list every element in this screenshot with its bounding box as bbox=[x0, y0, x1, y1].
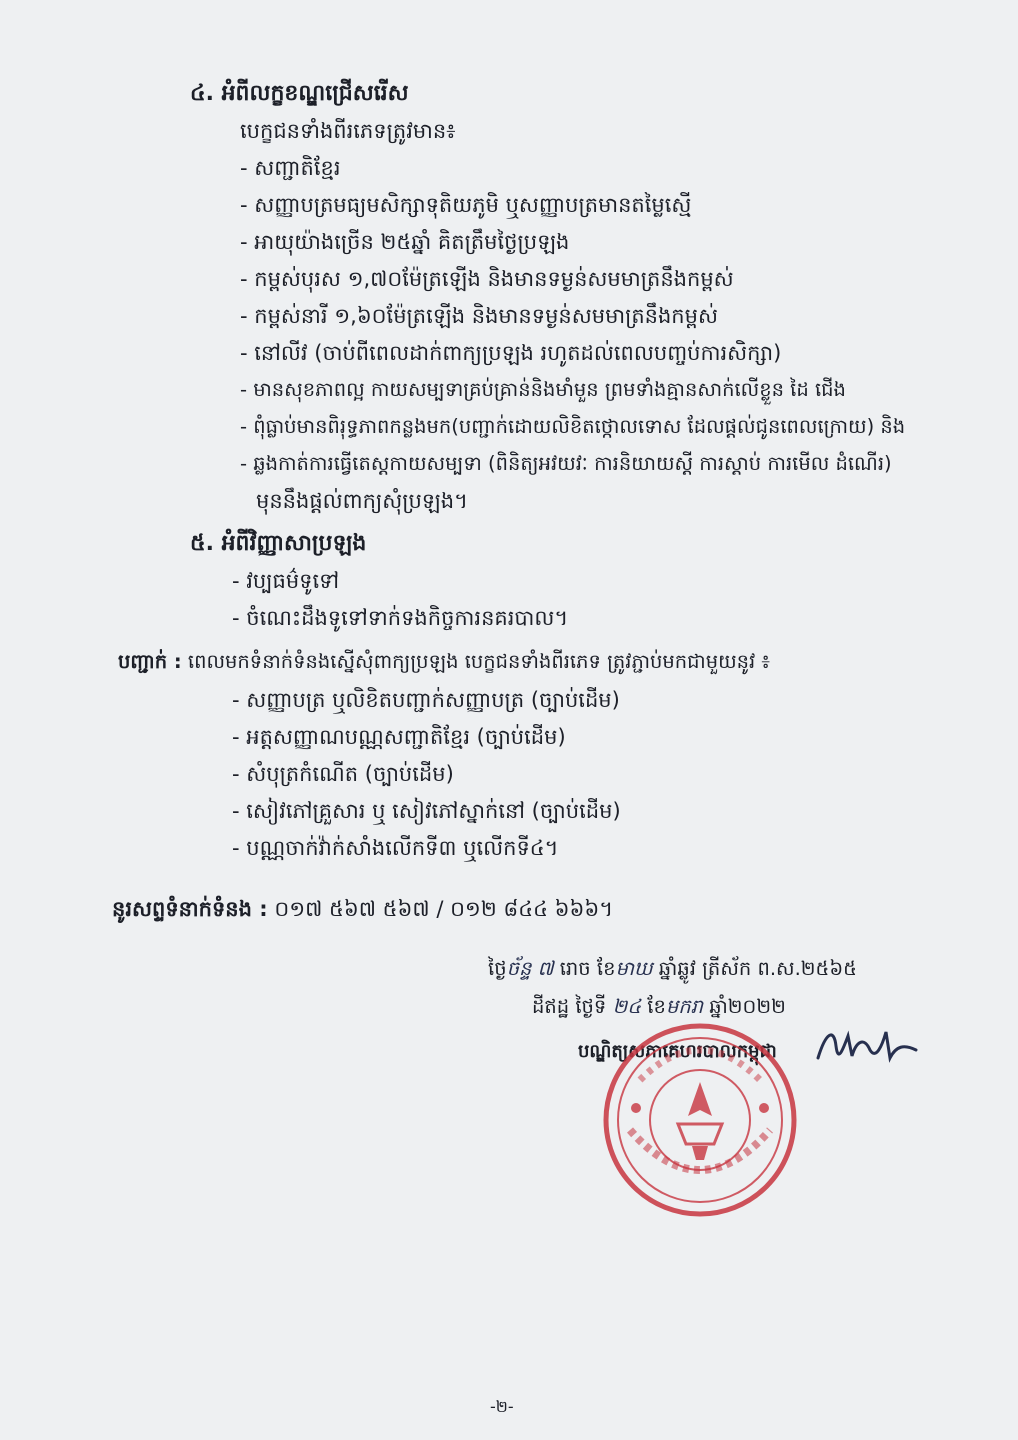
section4-item: - អាយុយ៉ាងច្រើន ២៥ឆ្នាំ គិតត្រឹមថ្ងៃប្រឡង bbox=[240, 230, 570, 254]
lunar-handwritten-month: មាឃ bbox=[615, 957, 653, 980]
section4-item: - សញ្ញាបត្រមធ្យមសិក្សាទុតិយភូមិ ឬសញ្ញាបត្រមានតម្លៃស្មើ bbox=[240, 193, 692, 217]
section4-item: - មានសុខភាពល្អ កាយសម្បទាគ្រប់គ្រាន់និងមាំមួន ព្រមទាំងគ្មានសាក់លើខ្លួន ដៃ ជើង bbox=[240, 378, 846, 401]
section4-heading: ៤. អំពីលក្ខខណ្ឌជ្រើសរើស bbox=[190, 81, 409, 106]
section4-intro: បេក្ខជនទាំងពីរភេទត្រូវមាន៖ bbox=[240, 119, 456, 143]
note-item: - សញ្ញាបត្រ ឬលិខិតបញ្ជាក់សញ្ញាបត្រ (ច្បាប់ដើម) bbox=[232, 688, 620, 712]
solar-month-label: ខែ bbox=[647, 995, 666, 1018]
section5-heading: ៥. អំពីវិញ្ញាសាប្រឡង bbox=[190, 531, 367, 556]
note-item: - សៀវភៅគ្រួសារ ឬ សៀវភៅស្នាក់នៅ (ច្បាប់ដើម) bbox=[232, 799, 621, 823]
section4-continuation: មុននឹងផ្តល់ពាក្យសុំប្រឡង។ bbox=[256, 489, 468, 513]
section4-item: - ពុំធ្លាប់មានពិរុទ្ធភាពកន្លងមក(បញ្ជាក់ដោយលិខិតថ្កោលទោស ដែលផ្តល់ជូនពេលក្រោយ) និង bbox=[240, 415, 906, 438]
lunar-date-line bbox=[488, 955, 857, 983]
lunar-prefix: ថ្ងៃ bbox=[488, 957, 507, 980]
note-line bbox=[118, 648, 770, 676]
section4-item: - ឆ្លងកាត់ការធ្វើតេស្តកាយសម្បទា (ពិនិត្យអវយវៈ ការនិយាយស្តី ការស្តាប់ ការមើល ដំណើរ) bbox=[240, 452, 892, 475]
solar-date-line bbox=[532, 993, 786, 1021]
contact-numbers: ០១៧ ៥៦៧ ៥៦៧ / ០១២ ៨៤៤ ៦៦៦។ bbox=[274, 897, 614, 921]
contact-line bbox=[112, 895, 613, 923]
section4-item: - កម្ពស់នារី ១,៦០ម៉ែត្រឡើង និងមានទម្ងន់សមមាត្រនឹងកម្ពស់ bbox=[240, 304, 718, 328]
contact-label: នូរសព្ទទំនាក់ទំនង : bbox=[112, 897, 268, 921]
solar-prefix: ដីឥដ្ឋ ថ្ងៃទី bbox=[532, 995, 607, 1018]
official-seal bbox=[600, 1020, 800, 1220]
signatory-title: បណ្ឌិត្យសភាគេហរបាលកម្ពុជា bbox=[578, 1041, 777, 1062]
section5-item: - វប្បធម៌ទូទៅ bbox=[232, 569, 340, 593]
note-item: - បណ្ណចាក់វ៉ាក់សាំងលើកទី៣ ឬលើកទី៤។ bbox=[232, 836, 559, 860]
signature bbox=[812, 1022, 922, 1072]
solar-year: ឆ្នាំ២០២២ bbox=[709, 995, 786, 1018]
note-label: បញ្ជាក់ : bbox=[118, 650, 182, 673]
section5-item: - ចំណេះដឹងទូទៅទាក់ទងកិច្ចការនគរបាល។ bbox=[232, 606, 569, 630]
section4-item: - សញ្ជាតិខ្មែរ bbox=[240, 156, 341, 180]
note-item: - អត្តសញ្ញាណបណ្ណសញ្ជាតិខ្មែរ (ច្បាប់ដើម) bbox=[232, 725, 566, 749]
lunar-suffix: ឆ្នាំឆ្លូវ ត្រីស័ក ព.ស.២៥៦៥ bbox=[658, 957, 857, 980]
section4-item: - នៅលីវ (ចាប់ពីពេលដាក់ពាក្យប្រឡង រហូតដល់ពេលបញ្ចប់ការសិក្សា) bbox=[240, 341, 782, 365]
lunar-mid: រោច ខែ bbox=[559, 957, 616, 980]
note-item: - សំបុត្រកំណើត (ច្បាប់ដើម) bbox=[232, 762, 454, 786]
lunar-handwritten-day: ច័ន្ទ ៧ bbox=[506, 957, 554, 980]
solar-handwritten-month: មករា bbox=[665, 995, 703, 1018]
section4-item: - កម្ពស់បុរស ១,៧០ម៉ែត្រឡើង និងមានទម្ងន់សមមាត្រនឹងកម្ពស់ bbox=[240, 267, 734, 291]
solar-handwritten-day: ២៤ bbox=[612, 995, 642, 1018]
page-number: -២- bbox=[490, 1397, 514, 1416]
note-text: ពេលមកទំនាក់ទំនងស្នើសុំពាក្យប្រឡង បេក្ខជនទាំងពីរភេទ ត្រូវភ្ជាប់មកជាមួយនូវ ៖ bbox=[187, 650, 770, 673]
